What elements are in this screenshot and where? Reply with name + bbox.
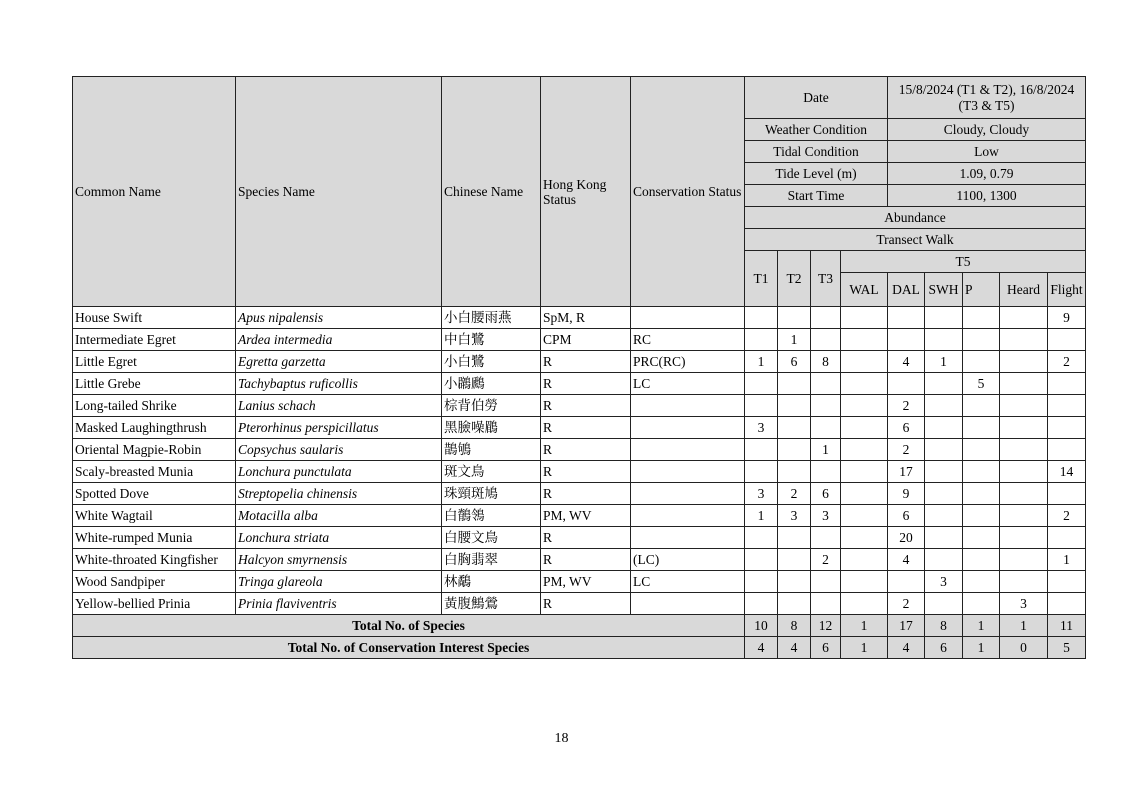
totals-label: Total No. of Species bbox=[73, 615, 745, 637]
count-cell: 3 bbox=[745, 417, 778, 439]
count-cell bbox=[778, 527, 811, 549]
total-count-cell: 6 bbox=[925, 637, 963, 659]
table-row bbox=[73, 593, 1086, 615]
count-cell: 8 bbox=[811, 351, 841, 373]
species-name-cell: Egretta garzetta bbox=[236, 351, 442, 373]
count-cell bbox=[925, 483, 963, 505]
hk-status-cell: R bbox=[541, 461, 631, 483]
header-chinese-name: Chinese Name bbox=[442, 77, 541, 307]
chinese-name-cell: 中白鷺 bbox=[442, 329, 541, 351]
count-cell bbox=[1048, 329, 1086, 351]
count-cell bbox=[778, 461, 811, 483]
conservation-status-cell bbox=[631, 439, 745, 461]
count-cell bbox=[963, 417, 1000, 439]
count-cell bbox=[841, 549, 888, 571]
count-cell bbox=[1000, 395, 1048, 417]
tidal-label: Tidal Condition bbox=[745, 141, 888, 163]
table-row bbox=[73, 505, 1086, 527]
hk-status-cell: R bbox=[541, 527, 631, 549]
start-time-label: Start Time bbox=[745, 185, 888, 207]
count-cell bbox=[1000, 505, 1048, 527]
common-name-cell: White Wagtail bbox=[73, 505, 236, 527]
common-name-cell: Scaly-breasted Munia bbox=[73, 461, 236, 483]
col-header-wal: WAL bbox=[841, 273, 888, 307]
total-count-cell: 12 bbox=[811, 615, 841, 637]
species-name-cell: Lonchura punctulata bbox=[236, 461, 442, 483]
hk-status-cell: R bbox=[541, 439, 631, 461]
col-header-flight: Flight bbox=[1048, 273, 1086, 307]
col-header-swh: SWH bbox=[925, 273, 963, 307]
totals-rows bbox=[73, 615, 1086, 659]
count-cell bbox=[745, 549, 778, 571]
hk-status-cell: R bbox=[541, 593, 631, 615]
species-name-cell: Tachybaptus ruficollis bbox=[236, 373, 442, 395]
count-cell: 2 bbox=[1048, 505, 1086, 527]
header-hk-status: Hong Kong Status bbox=[541, 77, 631, 307]
count-cell bbox=[925, 417, 963, 439]
col-header-t1: T1 bbox=[745, 251, 778, 307]
count-cell bbox=[1048, 395, 1086, 417]
page-number: 18 bbox=[554, 731, 569, 746]
common-name-cell: Wood Sandpiper bbox=[73, 571, 236, 593]
count-cell bbox=[963, 395, 1000, 417]
count-cell bbox=[1000, 527, 1048, 549]
count-cell: 9 bbox=[1048, 307, 1086, 329]
header-conservation-status: Conservation Status bbox=[631, 77, 745, 307]
count-cell bbox=[963, 307, 1000, 329]
count-cell: 2 bbox=[888, 395, 925, 417]
count-cell bbox=[963, 549, 1000, 571]
count-cell: 1 bbox=[745, 505, 778, 527]
count-cell bbox=[963, 461, 1000, 483]
total-count-cell: 1 bbox=[963, 615, 1000, 637]
totals-label: Total No. of Conservation Interest Species bbox=[73, 637, 745, 659]
chinese-name-cell: 小鸊鷉 bbox=[442, 373, 541, 395]
hk-status-cell: R bbox=[541, 395, 631, 417]
total-count-cell: 8 bbox=[925, 615, 963, 637]
count-cell bbox=[963, 571, 1000, 593]
count-cell: 2 bbox=[888, 439, 925, 461]
hk-status-cell: R bbox=[541, 483, 631, 505]
count-cell bbox=[841, 329, 888, 351]
conservation-status-cell: LC bbox=[631, 571, 745, 593]
count-cell bbox=[811, 593, 841, 615]
count-cell: 3 bbox=[1000, 593, 1048, 615]
count-cell bbox=[841, 505, 888, 527]
count-cell bbox=[888, 307, 925, 329]
count-cell: 4 bbox=[888, 549, 925, 571]
count-cell bbox=[811, 373, 841, 395]
total-count-cell: 1 bbox=[841, 615, 888, 637]
count-cell bbox=[1048, 373, 1086, 395]
count-cell bbox=[745, 593, 778, 615]
table-row bbox=[73, 351, 1086, 373]
conservation-status-cell bbox=[631, 505, 745, 527]
col-header-p: P bbox=[963, 273, 1000, 307]
total-count-cell: 4 bbox=[778, 637, 811, 659]
total-count-cell: 8 bbox=[778, 615, 811, 637]
count-cell bbox=[811, 307, 841, 329]
chinese-name-cell: 棕背伯勞 bbox=[442, 395, 541, 417]
count-cell: 9 bbox=[888, 483, 925, 505]
species-name-cell: Halcyon smyrnensis bbox=[236, 549, 442, 571]
hk-status-cell: CPM bbox=[541, 329, 631, 351]
count-cell: 1 bbox=[778, 329, 811, 351]
tide-level-label: Tide Level (m) bbox=[745, 163, 888, 185]
count-cell bbox=[925, 439, 963, 461]
count-cell bbox=[778, 417, 811, 439]
count-cell bbox=[1048, 571, 1086, 593]
weather-label: Weather Condition bbox=[745, 119, 888, 141]
common-name-cell: House Swift bbox=[73, 307, 236, 329]
count-cell: 14 bbox=[1048, 461, 1086, 483]
species-name-cell: Streptopelia chinensis bbox=[236, 483, 442, 505]
chinese-name-cell: 斑文鳥 bbox=[442, 461, 541, 483]
count-cell bbox=[1048, 593, 1086, 615]
count-cell bbox=[925, 373, 963, 395]
count-cell bbox=[841, 307, 888, 329]
totals-row bbox=[73, 615, 1086, 637]
table-row bbox=[73, 549, 1086, 571]
conservation-status-cell bbox=[631, 527, 745, 549]
total-count-cell: 11 bbox=[1048, 615, 1086, 637]
bird-survey-table bbox=[72, 76, 1086, 659]
count-cell: 3 bbox=[745, 483, 778, 505]
count-cell bbox=[811, 417, 841, 439]
date-value: 15/8/2024 (T1 & T2), 16/8/2024 (T3 & T5) bbox=[888, 77, 1086, 119]
count-cell: 6 bbox=[811, 483, 841, 505]
table-row bbox=[73, 527, 1086, 549]
count-cell bbox=[778, 395, 811, 417]
count-cell: 6 bbox=[888, 505, 925, 527]
count-cell bbox=[1048, 439, 1086, 461]
count-cell bbox=[778, 373, 811, 395]
count-cell bbox=[745, 329, 778, 351]
total-count-cell: 4 bbox=[745, 637, 778, 659]
count-cell bbox=[1048, 527, 1086, 549]
species-rows bbox=[73, 307, 1086, 615]
chinese-name-cell: 小白腰雨燕 bbox=[442, 307, 541, 329]
count-cell bbox=[1000, 373, 1048, 395]
col-header-t2: T2 bbox=[778, 251, 811, 307]
total-count-cell: 1 bbox=[841, 637, 888, 659]
count-cell bbox=[841, 527, 888, 549]
count-cell bbox=[888, 571, 925, 593]
common-name-cell: White-throated Kingfisher bbox=[73, 549, 236, 571]
chinese-name-cell: 鵲鴝 bbox=[442, 439, 541, 461]
count-cell bbox=[1048, 417, 1086, 439]
common-name-cell: Spotted Dove bbox=[73, 483, 236, 505]
species-name-cell: Tringa glareola bbox=[236, 571, 442, 593]
count-cell bbox=[963, 505, 1000, 527]
conservation-status-cell bbox=[631, 593, 745, 615]
count-cell bbox=[841, 417, 888, 439]
count-cell: 2 bbox=[811, 549, 841, 571]
hk-status-cell: R bbox=[541, 351, 631, 373]
species-name-cell: Copsychus saularis bbox=[236, 439, 442, 461]
count-cell bbox=[1000, 461, 1048, 483]
count-cell bbox=[841, 395, 888, 417]
count-cell: 2 bbox=[888, 593, 925, 615]
count-cell bbox=[745, 395, 778, 417]
count-cell bbox=[745, 461, 778, 483]
tidal-value: Low bbox=[888, 141, 1086, 163]
count-cell: 1 bbox=[745, 351, 778, 373]
totals-row bbox=[73, 637, 1086, 659]
count-cell bbox=[925, 549, 963, 571]
table-row bbox=[73, 329, 1086, 351]
count-cell bbox=[888, 373, 925, 395]
weather-value: Cloudy, Cloudy bbox=[888, 119, 1086, 141]
conservation-status-cell: RC bbox=[631, 329, 745, 351]
header-species-name: Species Name bbox=[236, 77, 442, 307]
count-cell bbox=[925, 307, 963, 329]
count-cell bbox=[841, 483, 888, 505]
count-cell bbox=[963, 329, 1000, 351]
count-cell bbox=[745, 307, 778, 329]
chinese-name-cell: 小白鷺 bbox=[442, 351, 541, 373]
conservation-status-cell: LC bbox=[631, 373, 745, 395]
header-common-name: Common Name bbox=[73, 77, 236, 307]
common-name-cell: Little Grebe bbox=[73, 373, 236, 395]
count-cell bbox=[1000, 439, 1048, 461]
count-cell bbox=[841, 439, 888, 461]
conservation-status-cell bbox=[631, 417, 745, 439]
count-cell: 17 bbox=[888, 461, 925, 483]
count-cell bbox=[778, 549, 811, 571]
count-cell bbox=[778, 307, 811, 329]
count-cell: 1 bbox=[1048, 549, 1086, 571]
count-cell: 20 bbox=[888, 527, 925, 549]
common-name-cell: Masked Laughingthrush bbox=[73, 417, 236, 439]
count-cell: 5 bbox=[963, 373, 1000, 395]
count-cell bbox=[1000, 417, 1048, 439]
count-cell bbox=[963, 483, 1000, 505]
count-cell bbox=[925, 329, 963, 351]
count-cell bbox=[963, 593, 1000, 615]
hk-status-cell: PM, WV bbox=[541, 505, 631, 527]
count-cell bbox=[888, 329, 925, 351]
table-row bbox=[73, 417, 1086, 439]
species-name-cell: Motacilla alba bbox=[236, 505, 442, 527]
count-cell bbox=[925, 395, 963, 417]
table-row bbox=[73, 373, 1086, 395]
common-name-cell: White-rumped Munia bbox=[73, 527, 236, 549]
count-cell bbox=[1000, 351, 1048, 373]
common-name-cell: Little Egret bbox=[73, 351, 236, 373]
hk-status-cell: PM, WV bbox=[541, 571, 631, 593]
chinese-name-cell: 白鶺鴒 bbox=[442, 505, 541, 527]
total-count-cell: 0 bbox=[1000, 637, 1048, 659]
count-cell bbox=[811, 571, 841, 593]
count-cell: 3 bbox=[811, 505, 841, 527]
count-cell: 3 bbox=[925, 571, 963, 593]
hk-status-cell: SpM, R bbox=[541, 307, 631, 329]
conservation-status-cell: (LC) bbox=[631, 549, 745, 571]
col-header-dal: DAL bbox=[888, 273, 925, 307]
chinese-name-cell: 白腰文鳥 bbox=[442, 527, 541, 549]
count-cell bbox=[778, 439, 811, 461]
count-cell bbox=[963, 351, 1000, 373]
species-name-cell: Prinia flaviventris bbox=[236, 593, 442, 615]
count-cell: 1 bbox=[925, 351, 963, 373]
conservation-status-cell: PRC(RC) bbox=[631, 351, 745, 373]
col-header-heard: Heard bbox=[1000, 273, 1048, 307]
conservation-status-cell bbox=[631, 307, 745, 329]
species-name-cell: Apus nipalensis bbox=[236, 307, 442, 329]
chinese-name-cell: 黃腹鷦鶯 bbox=[442, 593, 541, 615]
count-cell bbox=[745, 439, 778, 461]
count-cell bbox=[1000, 329, 1048, 351]
count-cell bbox=[1000, 549, 1048, 571]
table-row bbox=[73, 483, 1086, 505]
table-row bbox=[73, 395, 1086, 417]
count-cell: 3 bbox=[778, 505, 811, 527]
hk-status-cell: R bbox=[541, 417, 631, 439]
conservation-status-cell bbox=[631, 483, 745, 505]
count-cell bbox=[925, 527, 963, 549]
count-cell: 6 bbox=[778, 351, 811, 373]
count-cell bbox=[811, 329, 841, 351]
count-cell bbox=[925, 461, 963, 483]
count-cell bbox=[1000, 571, 1048, 593]
species-name-cell: Lanius schach bbox=[236, 395, 442, 417]
common-name-cell: Yellow-bellied Prinia bbox=[73, 593, 236, 615]
count-cell: 6 bbox=[888, 417, 925, 439]
table-row bbox=[73, 461, 1086, 483]
hk-status-cell: R bbox=[541, 549, 631, 571]
count-cell bbox=[925, 505, 963, 527]
chinese-name-cell: 白胸翡翠 bbox=[442, 549, 541, 571]
count-cell bbox=[745, 527, 778, 549]
count-cell bbox=[925, 593, 963, 615]
count-cell bbox=[745, 373, 778, 395]
count-cell bbox=[841, 373, 888, 395]
count-cell bbox=[778, 571, 811, 593]
total-count-cell: 17 bbox=[888, 615, 925, 637]
count-cell bbox=[1048, 483, 1086, 505]
count-cell: 2 bbox=[778, 483, 811, 505]
table-row bbox=[73, 439, 1086, 461]
count-cell bbox=[963, 439, 1000, 461]
abundance-header: Abundance bbox=[745, 207, 1086, 229]
species-name-cell: Ardea intermedia bbox=[236, 329, 442, 351]
species-name-cell: Pterorhinus perspicillatus bbox=[236, 417, 442, 439]
table-row bbox=[73, 571, 1086, 593]
count-cell bbox=[811, 527, 841, 549]
count-cell bbox=[841, 351, 888, 373]
chinese-name-cell: 黑臉噪鶥 bbox=[442, 417, 541, 439]
count-cell: 1 bbox=[811, 439, 841, 461]
chinese-name-cell: 珠頸斑鳩 bbox=[442, 483, 541, 505]
count-cell bbox=[1000, 483, 1048, 505]
count-cell bbox=[811, 461, 841, 483]
total-count-cell: 6 bbox=[811, 637, 841, 659]
count-cell bbox=[778, 593, 811, 615]
date-label: Date bbox=[745, 77, 888, 119]
count-cell: 4 bbox=[888, 351, 925, 373]
start-time-value: 1100, 1300 bbox=[888, 185, 1086, 207]
table-row bbox=[73, 307, 1086, 329]
col-header-t3: T3 bbox=[811, 251, 841, 307]
species-name-cell: Lonchura striata bbox=[236, 527, 442, 549]
count-cell bbox=[963, 527, 1000, 549]
count-cell bbox=[811, 395, 841, 417]
common-name-cell: Oriental Magpie-Robin bbox=[73, 439, 236, 461]
common-name-cell: Intermediate Egret bbox=[73, 329, 236, 351]
conservation-status-cell bbox=[631, 461, 745, 483]
chinese-name-cell: 林鷸 bbox=[442, 571, 541, 593]
hk-status-cell: R bbox=[541, 373, 631, 395]
count-cell bbox=[1000, 307, 1048, 329]
total-count-cell: 5 bbox=[1048, 637, 1086, 659]
count-cell bbox=[841, 593, 888, 615]
count-cell bbox=[745, 571, 778, 593]
total-count-cell: 1 bbox=[963, 637, 1000, 659]
t5-header: T5 bbox=[841, 251, 1086, 273]
count-cell bbox=[841, 571, 888, 593]
total-count-cell: 1 bbox=[1000, 615, 1048, 637]
conservation-status-cell bbox=[631, 395, 745, 417]
total-count-cell: 4 bbox=[888, 637, 925, 659]
total-count-cell: 10 bbox=[745, 615, 778, 637]
common-name-cell: Long-tailed Shrike bbox=[73, 395, 236, 417]
transect-walk-header: Transect Walk bbox=[745, 229, 1086, 251]
tide-level-value: 1.09, 0.79 bbox=[888, 163, 1086, 185]
count-cell: 2 bbox=[1048, 351, 1086, 373]
count-cell bbox=[841, 461, 888, 483]
